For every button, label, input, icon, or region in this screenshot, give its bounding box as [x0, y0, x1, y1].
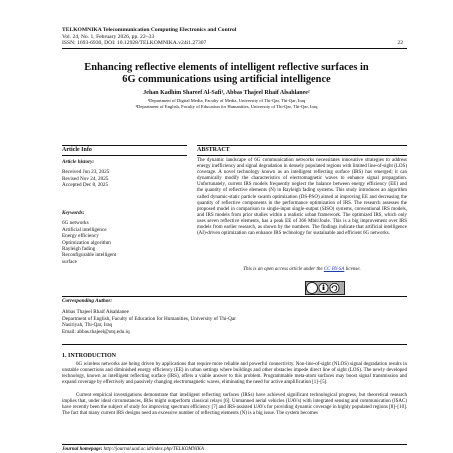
paper-title: [40, 62, 413, 86]
cc-by-sa-badge-icon: [305, 281, 345, 295]
corresponding-rule: [62, 296, 407, 297]
header-rule: [62, 48, 407, 49]
received-date: Received Jun 23, 2025: [62, 169, 110, 176]
page-number: 22: [397, 40, 403, 46]
corresponding-bottom-rule: [62, 344, 407, 345]
keyword: surface: [62, 258, 77, 265]
corresponding-city: Nasiriyah, Thi-Qar, Iraq: [62, 322, 113, 329]
abstract-top-rule: [197, 145, 407, 146]
article-history: [62, 159, 187, 189]
license-link[interactable]: CC BY-SA: [323, 267, 345, 272]
intro-paragraph-2: Current empirical investigations demonstrate that intelligent reflecting surfaces (IRSs) have achieved significant technological progress, but theoretical research implies that, under ideal circumstances, IRSs might outperform classical relays [6]. Unmanned aerial vehicles (UAVs) with integrated sensing and communication (ISAC) have recently been the subject of study for improving spectrum efficiency [7] and IRS-assisted UAVs for providing dynamic coverage in highly populated regions [8]–[10]. The fact that many current IRS designs need an excessive number of reflecting elements (N) is a big issue. The system becomes: [62, 393, 407, 417]
volume-line: Vol. 24, No. 1, February 2026, pp. 22~33: [62, 33, 155, 40]
revised-date: Revised Nov 24, 2025: [62, 175, 109, 182]
abstract-bottom-rule: [197, 155, 407, 156]
open-access-note: [197, 267, 407, 272]
affiliation-1: ¹Department of Digital Media, Faculty of Media, University of Thi-Qar, Thi-Qar, Iraq: [147, 98, 306, 103]
corresponding-author-block: [62, 298, 407, 335]
journal-name: TELKOMNIKA Telecommunication Computing Electronics and Control: [62, 27, 237, 33]
keyword: Rayleigh fading: [62, 246, 96, 253]
issn-line: ISSN: 1693-6930, DOI: 10.12928/TELKOMNIKA.v24i1.27307: [62, 40, 207, 46]
homepage-url[interactable]: http://journal.uad.ac.id/index.php/TELKOMNIKA: [102, 447, 204, 452]
keywords-block: [62, 210, 187, 265]
keyword: Energy efficiency: [62, 233, 99, 240]
article-info-heading: Article Info: [62, 147, 92, 153]
abstract-text: The dynamic landscape of 6G communication networks necessitates innovative strategies to address energy inefficiency and signal degradation in densely populated regions with limited line-of-sight (LOS) coverage. A novel technology known as an intelligent reflecting surface (IRS) has emerged; it can dynamically modify the characteristics of electromagnetic waves to enhance signal propagation. Unfortunately, current IRS models frequently neglect the balance between energy efficiency (EE) and the quantity of reflective elements (N) in Rayleigh fading systems. This study introduces an algorithm called dynamic-static particle swarm optimization (DS-PSO) aimed at improving EE and decreasing the quantity of reflective components in the performance optimization of IRS. The research assesses the proposed model in comparison to single-input single-output (SISO) systems, conventional IRS models, and IRS models from prior studies within a realistic urban framework. The optimized IRS, which only uses seven reflective elements, has a peak EE of 366 Mbit/Joule. This is a big improvement over IRS models from earlier research, as shown by the numbers. The findings indicate that artificial intelligence (AI)-driven optimization can enhance IRS technology for sustainable and efficient 6G networks.: [197, 158, 407, 237]
corresponding-name: Abbas Thajeel Rhaif Alsahlanee: [62, 309, 129, 316]
journal-homepage: [62, 447, 204, 452]
abstract-heading: ABSTRACT: [197, 147, 230, 153]
corresponding-email: Email: abbas.thajeel@utq.edu.iq: [62, 328, 130, 335]
title-line-1: Enhancing reflective elements of intelligent reflective surfaces in: [84, 62, 369, 73]
keywords-label: Keywords:: [62, 210, 85, 216]
info-bottom-rule: [62, 155, 187, 156]
intro-paragraph-1: 6G wireless networks are being driven by applications that require more reliable and powerful connectivity. Non-line-of-sight (NLOS) signal degradation results in unstable connections and diminished energy efficiency (EE) in urban settings where buildings and other obstacles impede direct line of sight (LOS). The newly developed technology, known as intelligent reflecting surface (IRS), offers a viable answer to this problem. Programmable meta-atom surfaces may boost signal transmission and expand coverage by effectively and passively changing electromagnetic waves, eliminating the need for active amplification [1]–[5].: [62, 362, 407, 386]
open-access-suffix: license.: [344, 267, 361, 272]
keyword: Optimization algorithm: [62, 239, 111, 246]
footer-rule: [62, 444, 407, 445]
affiliation-2: ²Department of English, Faculty of Education for Humanities, University of Thi-Qar, Thi-Qar, Iraq: [135, 103, 318, 109]
author-list: Jehan Kadhim Shareef Al-Safi¹, Abbas Thajeel Rhaif Alsahlanee²: [143, 90, 310, 96]
keyword: Reconfigurable intelligent: [62, 252, 117, 259]
corresponding-dept: Department of English, Faculty of Education for Humanities, University of Thi-Qar: [62, 315, 236, 322]
accepted-date: Accepted Dec 8, 2025: [62, 182, 109, 189]
info-top-rule: [62, 145, 187, 146]
title-line-2: 6G communications using artificial intelligence: [122, 74, 331, 85]
keyword: 6G networks: [62, 220, 89, 227]
open-access-prefix: This is an open access article under the: [243, 267, 324, 272]
section-heading-introduction: 1. INTRODUCTION: [62, 353, 117, 359]
homepage-label: Journal homepage:: [62, 447, 103, 452]
history-label: Article history:: [62, 159, 95, 165]
keyword: Artificial intelligence: [62, 226, 107, 233]
corresponding-label: Corresponding Author:: [62, 298, 113, 304]
